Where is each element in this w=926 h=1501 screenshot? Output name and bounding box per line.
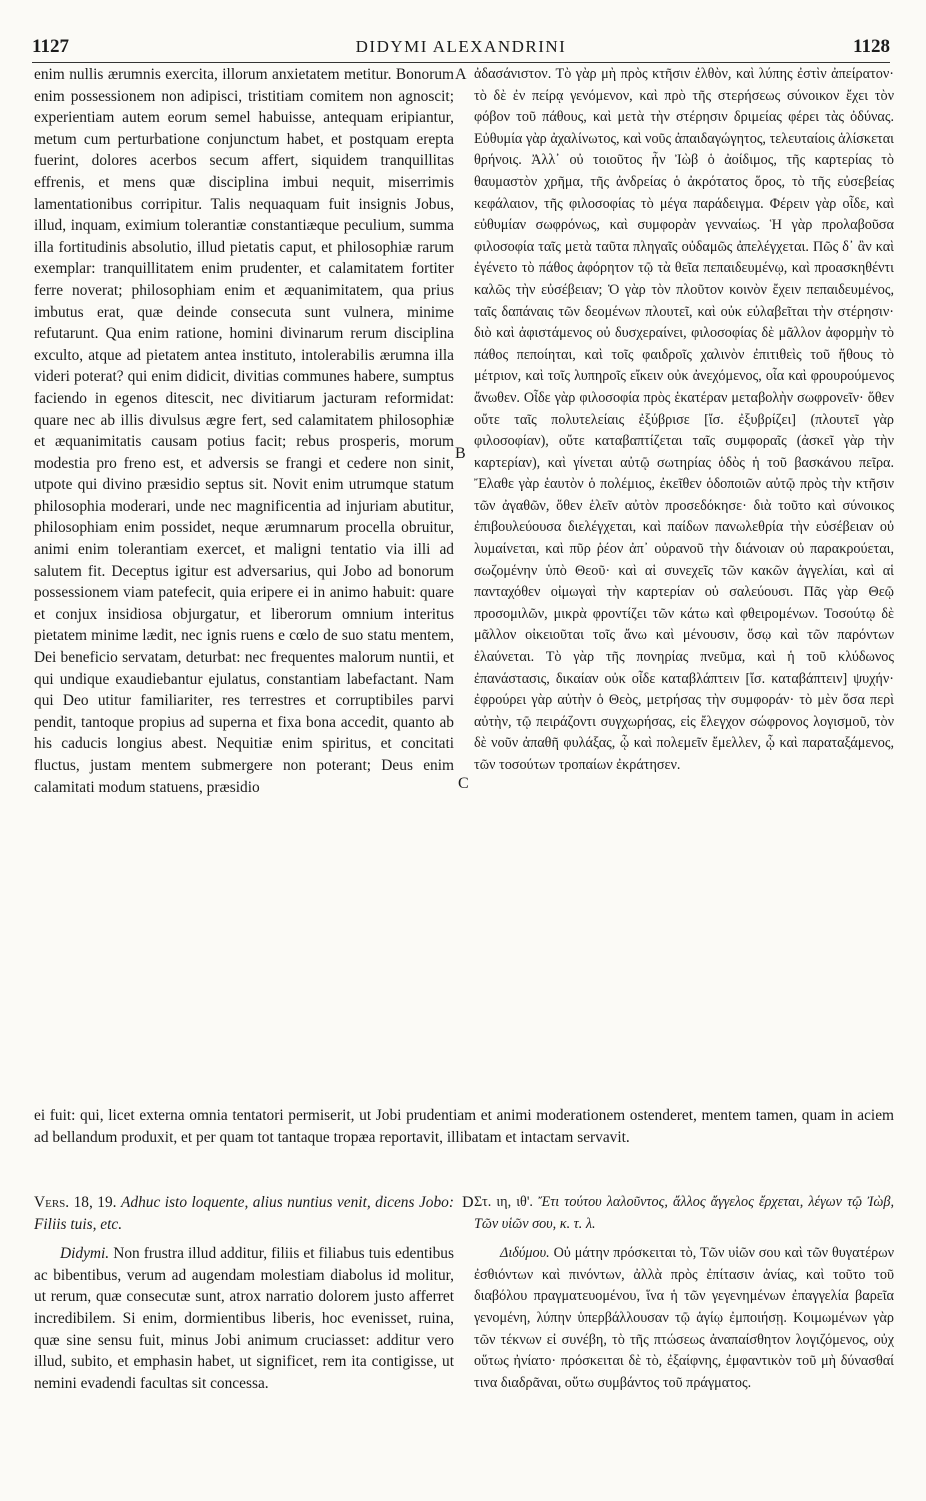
greek-didymus-paragraph — [474, 1243, 894, 1394]
greek-column-bottom — [474, 1192, 894, 1394]
greek-verse-number: Στ. ιη, ιθ'. — [474, 1194, 533, 1210]
latin-verse-number: Vers. 18, 19. — [34, 1194, 117, 1211]
page-number-right: 1128 — [853, 36, 890, 57]
greek-didymus-text: Οὐ μάτην πρόσκειται τὸ, Τῶν υἱῶν σου καὶ τῶν θυγατέρων ἐσθιόντων καὶ πινόντων, ἀλλὰ πρὸς ἐπίτασιν ἀνίας, καὶ τοῦτο τοῦ διαβόλου πραγματευομένου, ἵνα ἡ τῶν γεγενημένων ἐπαγγελία βαρεῖα γενομένη, λύπην ὑπερβάλλουσαν τῷ ἁγίῳ ἐμποιήσῃ. Κοιμωμένων γὰρ τῶν τέκνων εἰ συνέβη, τὸ τῆς πτώσεως ἀναπαίσθητον λογιζόμενος, οὐχ οὕτως ἠνίατο· πρόσκειται δὲ τὸ, ἐξαίφνης, ἐμφαντικὸν τοῦ μὴ δύνασθαί τινα διαδρᾶναι, οὕτω συμβάντος τοῦ πράγματος. — [474, 1245, 894, 1391]
section-marker-c: C — [458, 775, 469, 792]
greek-verse-text: Ἔτι τούτου λαλοῦντος, ἄλλος ἄγγελος ἔρχεται, λέγων τῷ Ἰὼβ, Τῶν υἱῶν σου, κ. τ. λ. — [474, 1194, 895, 1232]
latin-column-bottom — [34, 1192, 454, 1394]
latin-paragraph: enim nullis ærumnis exercita, illorum anxietatem metitur. Bonorum enim possessionem non adipisci, tristitiam comitem non agnoscit; experientiam autem eorum semel habuisse, antequam eripiantur, metum cum perturbatione conjunctum habet, et postquam erepta fuerint, dolores acerbos secum affert, siquidem tranquillitas effrenis, et mens quæ disciplina imbui nequit, miserrimis lamentationibus corripitur. Talis nequaquam fuit insignis Jobus, illud, inquam, eximium tolerantiæ constantiæque peculium, summa illa fortitudinis absolutio, illud pietatis caput, et philosophiæ rarum exemplar: tranquillitatem enim prudenter, et calamitatem fortiter ferre noverat; philosophiam enim et æquanimitatem, qua prius imbutus erat, quæ deinde consecuta sunt vulnera, minime refutarunt. Qua enim ratione, homini divinarum rerum disciplina exculto, atque ad pietatem antea instituto, intolerabilis ærumna illa videri poterat? qui enim didicit, divitias communes habere, sumptus faciendo in egenos ditescit, nec divitiarum jacturam reformidat: quare nec ab illis divulsus ægre fert, sed calamitatem philosophiæ et æquanimitatis causam potius facit; rebus prosperis, morum modestia pro freno est, et adversis se frangi et cedere non sinit, utpote qui divino præsidio septus sit. Novit enim utrumque statum philosophia moderari, unde nec magnificentia ad injuriam abutitur, philosophiam enim possidet, neque ærumnarum procella obruitur, animi enim tolerantiam exercet, et maligni tentatio via illi ad salutem fit. Deceptus igitur est adversarius, qui Jobo ad bonorum possessionem viam patefecit, quia eripere ei in animo habuit: quare et conjux insidiosa objurgatur, et liberorum omnium interitus pietatem minime lædit, nec ignis ruens e cœlo de suo statu mentem, Dei beneficio servatam, deturbat: nec frequentes malorum nuntii, et qui undique exaudiebantur ejulatus, constantiam labefactant. Nam qui Deo utitur familiariter, res terrestres et corruptibiles parvi pendit, tantoque propius ad superna et fixa bona accedit, quanto ab his caducis longius abest. Nequitiæ enim spiritus, et concitati fluctus, justam mentem submergere non poterant; Deus enim calamitati modum statuens, præsidio — [34, 66, 454, 796]
latin-didymus-text: Non frustra illud additur, filiis et filiabus tuis edentibus ac bibentibus, verum ad augendam molestiam diabolus id molitur, ut rerum, quæ consecutæ sunt, atrox narratio dolorem justo afferret incredibilem. Si enim, dormientibus liberis, hoc evenisset, ruina, quæ sine sensu fuit, minus Jobi animum cruciasset: additur vero illud, subito, et emphasin habet, ut significet, rem ita contigisse, ut nemini evadendi facultas sit concessa. — [34, 1245, 454, 1392]
greek-verse-heading — [474, 1192, 894, 1235]
greek-paragraph: ἀδασάνιστον. Τὸ γὰρ μὴ πρὸς κτῆσιν ἐλθὸν, καὶ λύπης ἐστὶν ἀπείρατον· τὸ δὲ ἐν πείρᾳ γενόμενον, καὶ πρὸ τῆς στερήσεως σύνοικον ἔχει τὸν φόβον τοῦ πάθους, καὶ μετὰ τὴν στέρησιν δριμείας φέρει τὰς ὀδύνας. Εὐθυμία γὰρ ἀχαλίνωτος, καὶ νοῦς ἀπαιδαγώγητος, τελευταίοις ἁλίσκεται θρήνοις. Ἀλλ᾽ οὐ τοιοῦτος ἦν Ἰὼβ ὁ ἀοίδιμος, τῆς καρτερίας τὸ θαυμαστὸν χρῆμα, τῆς ἀνδρείας ὁ ἀκρότατος ὅρος, τὸ τῆς εὐσεβείας κεφάλαιον, τῆς φιλοσοφίας τὸ μέγα παράδειγμα. Φέρειν γὰρ οἶδε, καὶ εὐθυμίαν σωφρόνως, καὶ συμφορὰν γενναίως. Ἡ γὰρ προλαβοῦσα φιλοσοφία ταῖς μετὰ ταῦτα πληγαῖς οὐδαμῶς ἀπελέγχεται. Πῶς δ᾽ ἂν καὶ ἐγένετο τὸ πάθος ἀφόρητον τῷ τὰ θεῖα πεπαιδευμένῳ, καὶ προασκηθέντι καλῶς τὴν εὐσέβειαν; Ὁ γὰρ τὸν πλοῦτον κοινὸν ἔχειν πεπαιδευμένος, ταῖς δαπάναις τῶν δεομένων πλουτεῖ, καὶ οὐκ εὐλαβεῖται τὴν στέρησιν· διὸ καὶ ἀφιστάμενος οὐ δυσχεραίνει, φιλοσοφίας δὲ μᾶλλον ἀφορμὴν τὸ πάθος πεποίηται, καὶ τοῖς φαιδροῖς χαλινὸν ἐπιτιθεὶς τοῦ ἤθους τὸ μέτριον, καὶ τοῖς λυπηροῖς εἴκειν οὐκ ἀνεχόμενος, οἷα καὶ φρουρούμενος ἄνωθεν. Οἶδε γὰρ φιλοσοφία πρὸς ἑκατέραν μεταβολὴν σωφρονεῖν· ὅθεν οὔτε ταῖς πολυτελείαις ἐξύβρισε [ἴσ. ἐξυβρίζει] (πλουτεῖ γὰρ φιλοσοφίαν), οὔτε καταβαπτίζεται ταῖς συμφοραῖς (ἀσκεῖ γὰρ τὴν καρτερίαν), καὶ γίνεται αὐτῷ σωτηρίας ὁδὸς ἡ τοῦ βασκάνου πεῖρα. Ἔλαθε γὰρ ἑαυτὸν ὁ πολέμιος, ἐκεῖθεν ὁδοποιῶν αὐτῷ πρὸς τὴν κτῆσιν τῶν ἀγαθῶν, ὅθεν ἑλεῖν αὐτὸν προσεδόκησε· διὰ τοῦτο καὶ σύνοικος ἐπιβουλεύουσα διελέγχεται, καὶ παίδων πανωλεθρία τὴν εὐσέβειαν οὐ λυμαίνεται, καὶ πῦρ ῥέον ἀπ᾽ οὐρανοῦ τὴν διάνοιαν οὐ παρακρούεται, σωζομένην ὑπὸ Θεοῦ· καὶ αἱ συνεχεῖς τῶν κακῶν ἀγγελίαι, καὶ αἱ πανταχόθεν οἰμωγαὶ τὴν καρτερίαν οὐ σαλεύουσι. Πᾶς γὰρ Θεῷ προσομιλῶν, μικρὰ φροντίζει τῶν κάτω καὶ φθειρομένων. Τοσούτῳ δὲ μᾶλλον οἰκειοῦται τοῖς ἄνω καὶ μένουσιν, ὅσῳ καὶ τῶν παρόντων ἐλαύνεται. Τὸ γὰρ τῆς πονηρίας πνεῦμα, καὶ ἡ τοῦ κλύδωνος ἐπανάστασις, δικαίαν οὐκ οἶδε καταβλάπτειν [ἴσ. καταβάπτειν] ψυχήν· ἐφρούρει γὰρ αὐτὴν ὁ Θεὸς, μετρήσας τὴν συμφοράν· τὸ μὲν ὅσα περὶ αὐτὴν, τῷ πειράζοντι συγχωρήσας, εἰς ἔλεγχον σώφρονος λογισμοῦ, τὸν δὲ νοῦν ἀπαθῆ φυλάξας, ᾧ καὶ πολεμεῖν ἔμελλεν, ᾧ καὶ παραταξάμενος, τῶν τοσούτων τροπαίων ἐκράτησεν. — [474, 66, 894, 773]
section-marker-d: D — [462, 1194, 474, 1211]
running-header — [32, 36, 890, 63]
latin-full-width-continuation — [34, 1105, 894, 1148]
page-number-left: 1127 — [32, 36, 69, 57]
section-marker-b: B — [455, 445, 466, 462]
latin-didymus-lead: Didymi. — [60, 1245, 110, 1263]
latin-didymus-paragraph — [34, 1243, 454, 1394]
section-marker-a: A — [455, 66, 467, 83]
latin-verse-heading — [34, 1192, 454, 1235]
greek-column-top — [474, 64, 894, 777]
latin-verse-text: Adhuc isto loquente, alius nuntius venit, dicens Jobo: Filiis tuis, etc. — [34, 1194, 454, 1233]
latin-continuation-paragraph: ei fuit: qui, licet externa omnia tentatori permiserit, ut Jobi prudentiam et animi moderationem ostenderet, mentem tamen, quam in aciem ad bellandum produxit, et per quam tot tantaque tropæa reportavit, illibatam et intactam servavit. — [34, 1107, 894, 1146]
running-title: DIDYMI ALEXANDRINI — [355, 37, 567, 56]
greek-didymus-lead: Διδύμου. — [500, 1245, 550, 1262]
latin-column-top — [34, 64, 454, 798]
